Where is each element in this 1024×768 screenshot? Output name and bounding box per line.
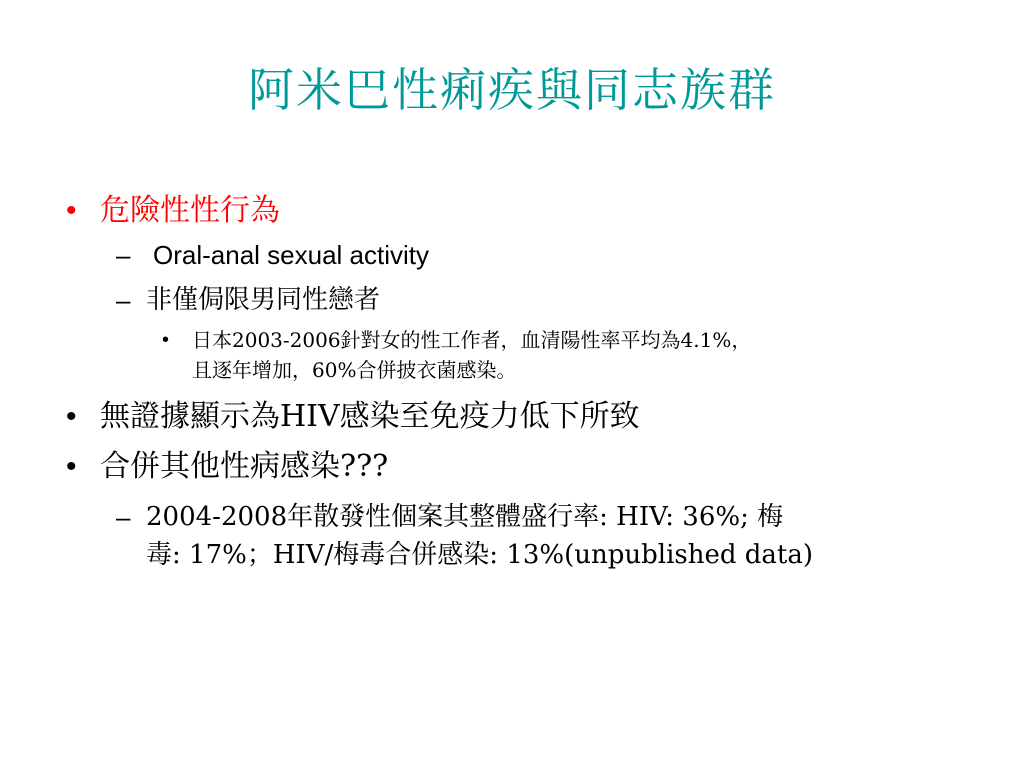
- sub-bullet-text-prevalence-line1: 2004-2008年散發性個案其整體盛行率: HIV: 36%; 梅: [146, 502, 784, 532]
- bullet-text-no-evidence-hiv: 無證據顯示為HIV感染至免疫力低下所致: [100, 399, 640, 434]
- sub-bullet-text-oral-anal: Oral-anal sexual activity: [153, 240, 429, 270]
- sub-bullet-marker: –: [116, 502, 131, 532]
- sub-bullet-text-not-limited: 非僅侷限男同性戀者: [146, 285, 381, 315]
- bullet-marker: •: [66, 400, 77, 433]
- sub-bullet-marker: –: [116, 240, 131, 270]
- bullet-marker: •: [66, 194, 77, 227]
- bullet-text-risky-behavior: 危險性性行為: [100, 193, 280, 228]
- bullet-marker: •: [66, 450, 77, 483]
- slide-title: 阿米巴性痢疾與同志族群: [248, 63, 776, 117]
- sub-bullet-marker: –: [116, 285, 131, 315]
- sub-sub-bullet-text-japan-line1: 日本2003-2006針對女的性工作者，血清陽性率平均為4.1%，: [192, 328, 752, 352]
- sub-bullet-text-prevalence-line2: 毒: 17%；HIV/梅毒合併感染: 13%(unpublished data): [146, 540, 814, 570]
- bullet-text-other-std: 合併其他性病感染???: [100, 449, 389, 484]
- sub-sub-bullet-marker: •: [162, 329, 170, 351]
- sub-sub-bullet-text-japan-line2: 且逐年增加，60%合併披衣菌感染。: [192, 358, 517, 382]
